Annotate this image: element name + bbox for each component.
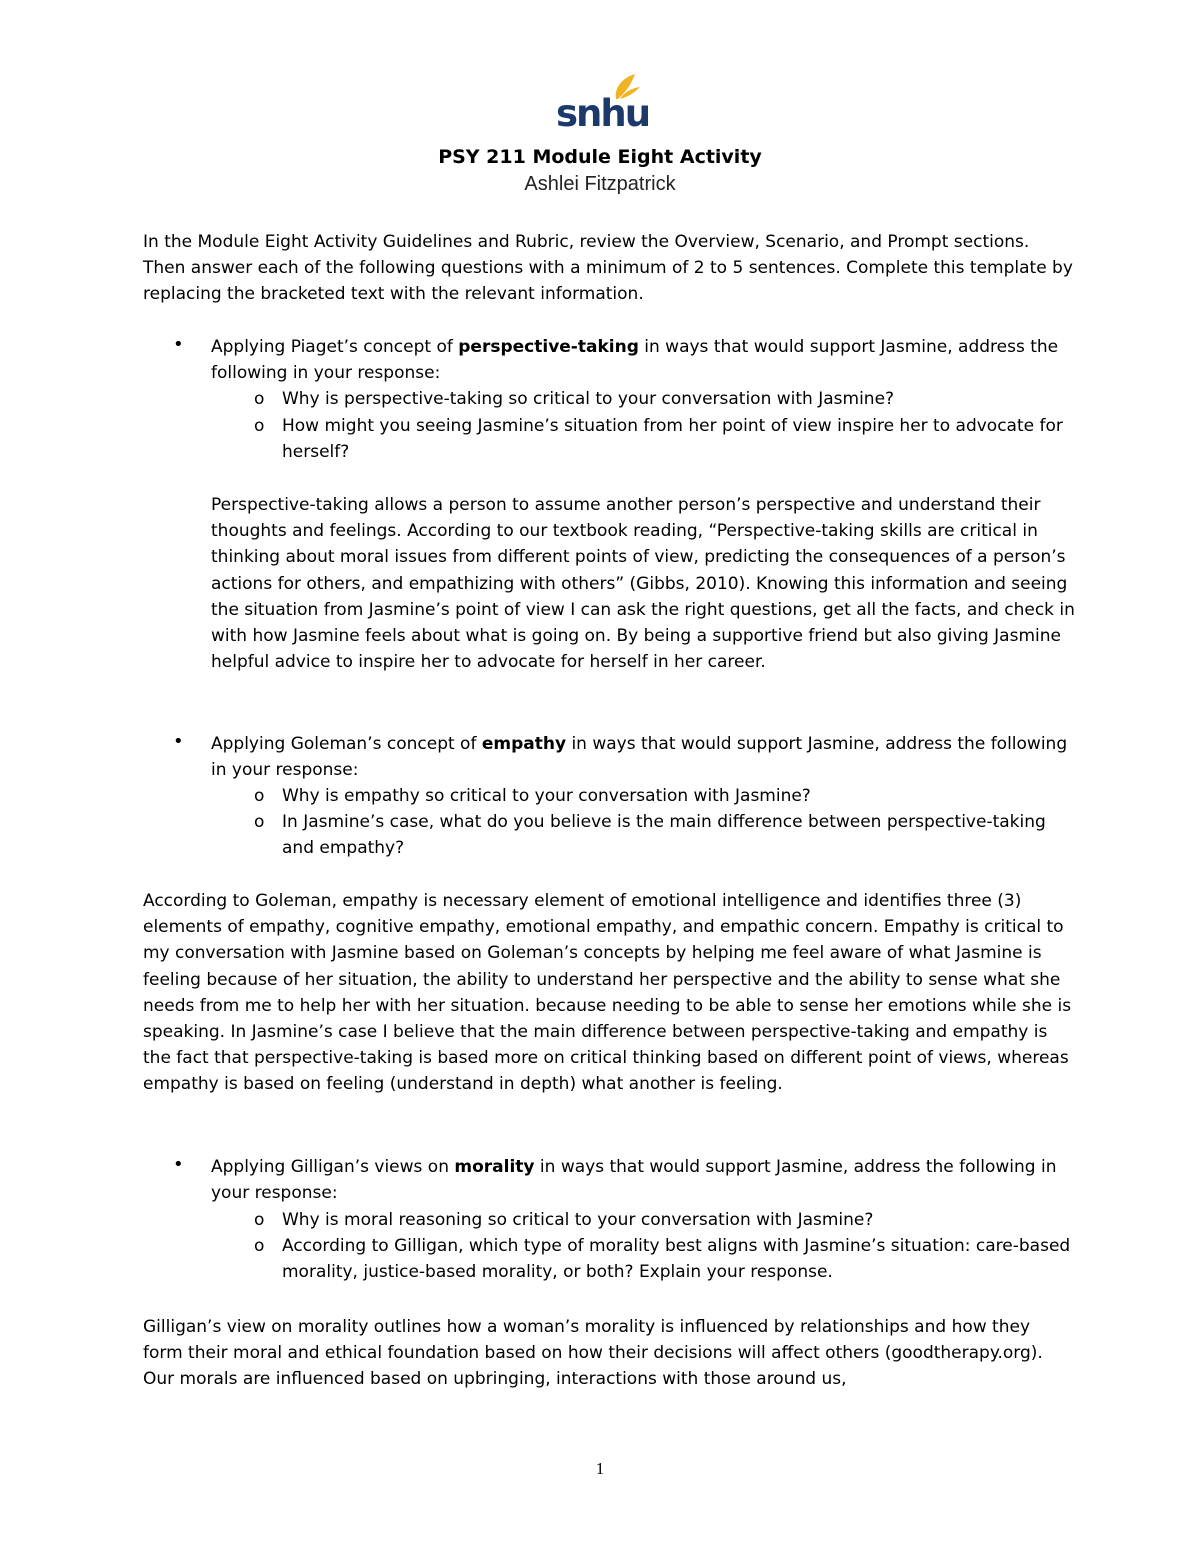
bullet-item-perspective: [211, 334, 1081, 386]
logo-wordmark: snhu: [556, 92, 650, 135]
bullet-item-morality: [211, 1154, 1081, 1206]
bullet-keyword: morality: [454, 1157, 535, 1177]
bullet-item-empathy: [211, 731, 1081, 783]
snhu-logo: [556, 72, 650, 135]
intro-paragraph: In the Module Eight Activity Guidelines and Rubric, review the Overview, Scenario, and Prompt sections. Then answer each of the following questions with a minimum of 2 to 5 sentences. Complete this template by replacing the bracketed text with the relevant information.: [143, 232, 1073, 305]
bullet-keyword: perspective-taking: [458, 337, 639, 357]
sub-bullet-marker: o: [254, 812, 265, 832]
sub-bullet-marker: o: [254, 416, 265, 436]
bullet-text-post: in ways that would support Jasmine, address the following in your response:: [211, 1157, 1057, 1204]
sub-question: Why is empathy so critical to your conversation with Jasmine?: [282, 786, 811, 806]
page-number: 1: [595, 1459, 605, 1478]
sub-bullet-marker: o: [254, 1210, 265, 1230]
answer-paragraph-perspective: Perspective-taking allows a person to assume another person’s perspective and understand their thoughts and feelings. According to our textbook reading, “Perspective-taking skills are critical in thinking about moral issues from different points of view, predicting the consequences of a person’s actions for others, and empathizing with others” (Gibbs, 2010). Knowing this information and seeing the situation from Jasmine’s point of view I can ask the right questions, get all the facts, and check in with how Jasmine feels about what is going on. By being a supportive friend but also giving Jasmine helpful advice to inspire her to advocate for herself in her career.: [211, 495, 1075, 673]
bullet-text-pre: Applying Goleman’s concept of: [211, 734, 482, 754]
sub-bullet-marker: o: [254, 786, 265, 806]
bullet-text-pre: Applying Gilligan’s views on: [211, 1157, 455, 1177]
bullet-text-post: in ways that would support Jasmine, address the following in your response:: [211, 337, 1059, 384]
sub-bullet-marker: o: [254, 1236, 265, 1256]
bullet-marker: •: [173, 1154, 184, 1175]
document-title: PSY 211 Module Eight Activity: [438, 146, 762, 168]
sub-question: Why is moral reasoning so critical to your conversation with Jasmine?: [282, 1210, 874, 1230]
bullet-text-pre: Applying Piaget’s concept of: [211, 337, 459, 357]
sub-question: According to Gilligan, which type of morality best aligns with Jasmine’s situation: care-based morality, justice-based morality, or both? Explain your response.: [282, 1236, 1071, 1283]
sub-bullet-marker: o: [254, 389, 265, 409]
bullet-marker: •: [173, 731, 184, 752]
answer-paragraph-morality: Gilligan’s view on morality outlines how a woman’s morality is influenced by relationships and how they form their moral and ethical foundation based on how their decisions will affect others (goodtherapy.org). Our morals are influenced based on upbringing, interactions with those around us,: [143, 1317, 1043, 1390]
sub-question: How might you seeing Jasmine’s situation from her point of view inspire her to advocate for herself?: [282, 416, 1063, 463]
bullet-text-post: in ways that would support Jasmine, address the following in your response:: [211, 734, 1068, 781]
sub-question: In Jasmine’s case, what do you believe is the main difference between perspective-taking and empathy?: [282, 812, 1046, 859]
bullet-keyword: empathy: [481, 734, 567, 754]
bullet-marker: •: [173, 334, 184, 355]
author-name: Ashlei Fitzpatrick: [524, 173, 676, 195]
answer-paragraph-empathy: According to Goleman, empathy is necessary element of emotional intelligence and identifies three (3) elements of empathy, cognitive empathy, emotional empathy, and empathic concern. Empathy is critical to my conversation with Jasmine based on Goleman’s concepts by helping me feel aware of what Jasmine is feeling because of her situation, the ability to understand her perspective and the ability to sense what she needs from me to help her with her situation. because needing to be able to sense her emotions while she is speaking. In Jasmine’s case I believe that the main difference between perspective-taking and empathy is the fact that perspective-taking is based more on critical thinking based on different point of views, whereas empathy is based on feeling (understand in depth) what another is feeling.: [143, 891, 1072, 1095]
sub-question: Why is perspective-taking so critical to your conversation with Jasmine?: [282, 389, 895, 409]
